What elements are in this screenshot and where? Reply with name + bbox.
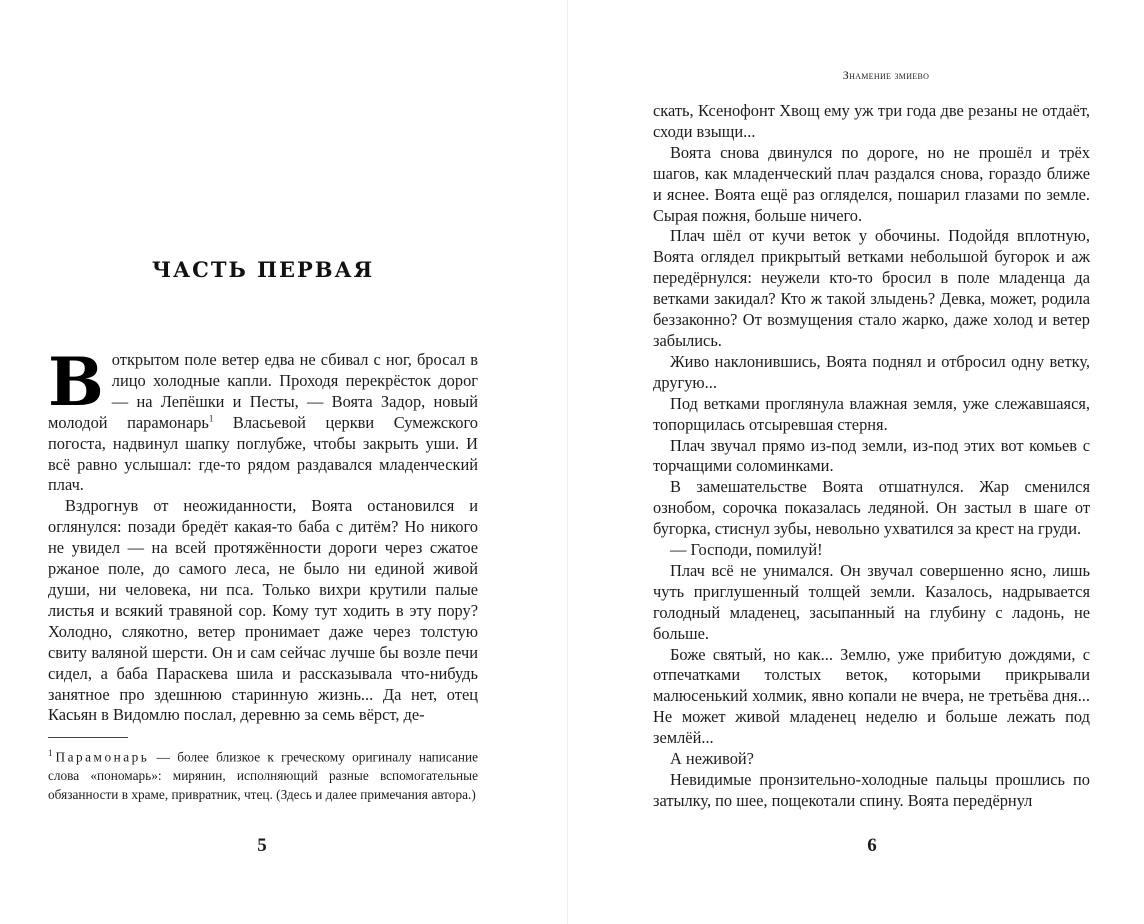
paragraph: А неживой? — [670, 749, 754, 769]
paragraph: Боже святый, но как... Землю, уже прибитую дождями, с отпечатками толстых веток, которыми прикрывали малюсенький холмик, явно копали не вчера, не третьёва дня... Не может живой младенец неделю и больше лежать под землёй... — [653, 644, 1090, 748]
footnote-mark: 1 — [48, 748, 53, 758]
right-page — [568, 0, 1144, 924]
footnote-reference[interactable]: 1 — [208, 413, 214, 424]
paragraph: Плач звучал прямо из-под земли, из-под этих вот комьев с торчащими соломинками. — [653, 435, 1090, 476]
footnote-term: Парамонарь — [55, 749, 150, 765]
paragraph-text: открытом поле ветер едва не сбивал с ног, бросал в лицо холодные капли. Проходя перекрёсток дорог — на Лепёшки и Песты, — Воята Задор, новый молодой парамонарь — [48, 350, 478, 432]
footnote — [48, 744, 478, 805]
paragraph: Невидимые пронзительно-холодные пальцы прошлись по затылку, по шее, пощекотали спину. Воята передёрнул — [653, 770, 1090, 810]
page-number: 6 — [867, 835, 877, 856]
drop-cap: В — [48, 343, 104, 421]
running-head: Знамение змиево — [842, 68, 930, 82]
paragraph — [48, 343, 478, 496]
page-number: 5 — [257, 835, 267, 856]
footnote-text: — более близкое к греческому оригиналу написание слова «пономарь»: мирянин, исполняющий разные вспомогательные обязанности в храме, привратник, чтец. (Здесь и далее примечания автора.) — [48, 749, 478, 803]
paragraph: Под ветками проглянула влажная земля, уже слежавшаяся, топорщилась отсыревшая стерня. — [653, 393, 1090, 434]
part-title: ЧАСТЬ ПЕРВАЯ — [151, 257, 375, 282]
paragraph-text: Власьевой церкви Сумежского погоста, надвинул шапку поглубже, чтобы закрыть уши. И всё равно услышал: где-то рядом раздавался младенческий плач. — [48, 412, 478, 495]
paragraph: Живо наклонившись, Воята поднял и отбросил одну ветку, другую... — [653, 351, 1090, 392]
left-page — [0, 0, 567, 924]
paragraph: Воята снова двинулся по дороге, но не прошёл и трёх шагов, как младенческий плач раздался снова, гораздо ближе и яснее. Воята ещё раз огляделся, пошарил глазами по земле. Сырая пожня, больше ничего. — [653, 142, 1090, 225]
paragraph: скать, Ксенофонт Хвощ ему уж три года две резаны не отдаёт, сходи взыщи... — [653, 101, 1090, 141]
paragraph: — Господи, помилуй! — [670, 540, 823, 560]
paragraph: Вздрогнув от неожиданности, Воята остановился и оглянулся: позади бредёт какая-то баба с дитём? Но никого не увидел — на всей протяжённости дороги через сжатое ржаное поле, до самого леса, не было ни единой живой души, ни человека, ни пса. Только вихри крутили палые листья и всякий травяной сор. Кому тут ходить в эту пору? Холодно, слякотно, ветер пронимает даже через толстую свиту валяной шерсти. Он и сам сейчас лучше бы возле печи сидел, а баба Параскева шила и рассказывала что-нибудь занятное про здешнюю старинную жизнь... Да нет, отец Касьян в Видомлю послал, деревню за семь вёрст, де- — [48, 496, 478, 725]
right-body-text — [653, 101, 1090, 812]
paragraph: Плач шёл от кучи веток у обочины. Подойдя вплотную, Воята оглядел прикрытый ветками небольшой бугорок и аж передёрнулся: неужели кто-то бросил в поле младенца да ветками закидал? Кто ж такой злыдень? Девка, может, родила беззаконно? От возмущения стало жарко, даже холод и ветер забылись. — [653, 226, 1090, 350]
paragraph: Плач всё не унимался. Он звучал совершенно ясно, лишь чуть приглушенный толщей земли. Казалось, надрывается голодный младенец, засыпанный на глубину с ладонь, не больше. — [653, 560, 1090, 643]
paragraph: В замешательстве Воята отшатнулся. Жар сменился ознобом, сорочка показалась ледяной. Он застыл в шаге от бугорка, стиснул зубы, невольно ухватился за крест на груди. — [653, 477, 1090, 539]
left-body-text — [48, 343, 478, 726]
footnote-divider — [48, 737, 128, 738]
